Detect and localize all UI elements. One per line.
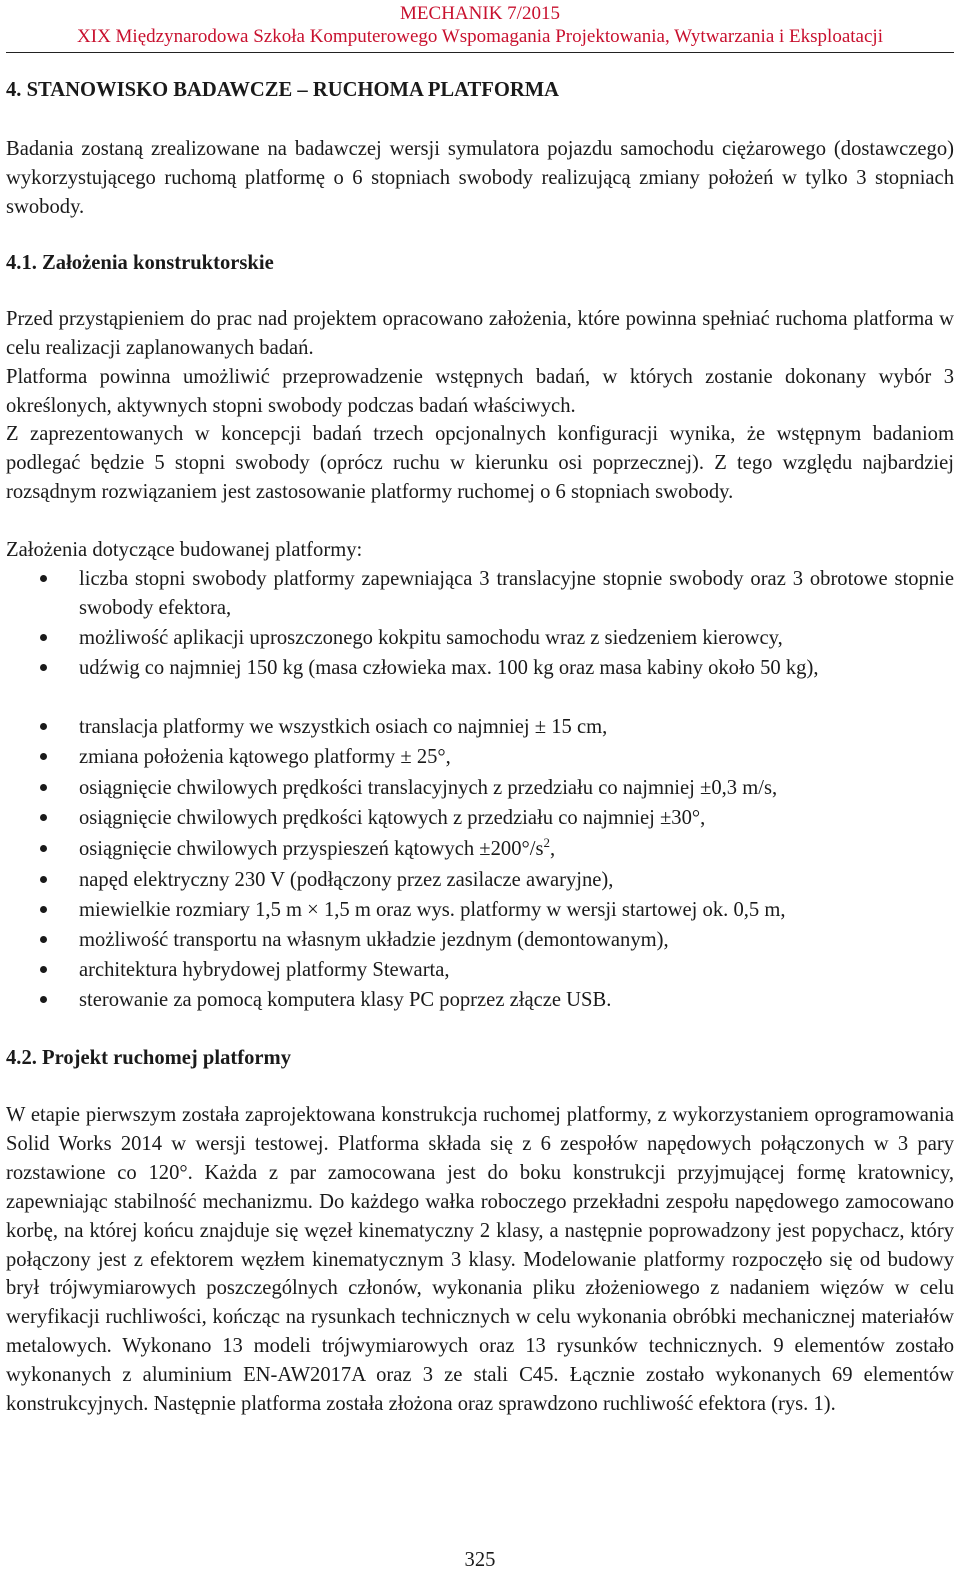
section-4-heading: 4. STANOWISKO BADAWCZE – RUCHOMA PLATFORMA xyxy=(6,79,560,101)
list-item: osiągnięcie chwilowych prędkości kątowych z przedziału co najmniej ±30°, xyxy=(79,807,706,829)
bullet-dot xyxy=(40,936,47,943)
list-item: sterowanie za pomocą komputera klasy PC poprzez złącze USB. xyxy=(79,989,612,1011)
paragraph-configurations: Z zaprezentowanych w koncepcji badań trzech opcjonalnych konfiguracji wynika, że wstępnym badaniom podlegać będzie 5 stopni swobody (oprócz ruchu w kierunku osi poprzecznej). Z tego względu najbardziej rozsądnym rozwiązaniem jest zastosowanie platformy ruchomej o 6 stopniach swobody. xyxy=(6,423,954,503)
paragraph-platform-design: W etapie pierwszym została zaprojektowana konstrukcja ruchomej platformy, z wykorzystaniem oprogramowania Solid Works 2014 w wersji testowej. Platforma składa się z 6 zespołów napędowych połączonych w 3 pary rozstawione co 120°. Każda z par zamocowana jest do boku konstrukcji przyjmującej formę kratownicy, zapewniając stabilność mechanizmu. Do każdego wałka roboczego przekładni zespołu napędowego zamocowano korbę, na której końcu znajduje się węzeł kinematyczny 2 klasy, a następnie poprowadzony jest popychacz, który połączony jest z efektorem węzłem kinematycznym 3 klasy. Modelowanie platformy rozpoczęło się od budowy brył trójwymiarowych poszczególnych członów, wykonania pliku złożeniowego z nadaniem więzów w celu weryfikacji ruchliwości, kończąc na rysunkach technicznych w celu wykonania obróbki mechanicznej materiałów metalowych. Wykonano 13 modeli trójwymiarowych oraz 13 rysunków technicznych. 9 elementów zostało wykonanych z aluminium EN-AW2017A oraz 3 ze stali C45. Łącznie zostało wykonanych 69 elementów konstrukcyjnych. Następnie platforma została złożona oraz sprawdzono ruchliwość efektora (rys. 1). xyxy=(6,1104,954,1416)
header-divider xyxy=(6,52,954,53)
bullet-dot xyxy=(40,966,47,973)
bullet-dot xyxy=(40,784,47,791)
list-item: translacja platformy we wszystkich osiach co najmniej ± 15 cm, xyxy=(79,716,608,738)
list-item: napęd elektryczny 230 V (podłączony przez zasilacze awaryjne), xyxy=(79,869,614,891)
page-number: 325 xyxy=(464,1549,496,1571)
list-item-punctuation: , xyxy=(549,838,556,860)
section-4-2-heading: 4.2. Projekt ruchomej platformy xyxy=(6,1047,292,1069)
bullet-dot xyxy=(40,876,47,883)
bullet-dot xyxy=(40,845,47,852)
section-4-1-heading: 4.1. Założenia konstruktorskie xyxy=(6,252,274,274)
list-item: udźwig co najmniej 150 kg (masa człowieka max. 100 kg oraz masa kabiny około 50 kg), xyxy=(79,657,819,679)
bullet-dot xyxy=(40,634,47,641)
paragraph-assumptions: Przed przystąpieniem do prac nad projektem opracowano założenia, które powinna spełniać ruchoma platforma w celu realizacji zaplanowanych badań. xyxy=(6,308,954,359)
bullet-dot xyxy=(40,753,47,760)
superscript-exponent: 2 xyxy=(543,835,550,851)
paragraph-platform-tests: Platforma powinna umożliwić przeprowadzenie wstępnych badań, w których zostanie dokonany wybór 3 określonych, aktywnych stopni swobody podczas badań właściwych. xyxy=(6,366,954,417)
list-item: osiągnięcie chwilowych prędkości translacyjnych z przedziału co najmniej ±0,3 m/s, xyxy=(79,777,778,799)
bullet-dot xyxy=(40,996,47,1003)
list-item: zmiana położenia kątowego platformy ± 25°, xyxy=(79,746,451,768)
conference-title: XIX Międzynarodowa Szkoła Komputerowego Wspomagania Projektowania, Wytwarzania i Eksploatacji xyxy=(77,26,883,47)
list-item: miewielkie rozmiary 1,5 m × 1,5 m oraz wys. platformy w wersji startowej ok. 0,5 m, xyxy=(79,899,786,921)
list-intro: Założenia dotyczące budowanej platformy: xyxy=(6,539,363,561)
running-header xyxy=(0,2,960,49)
list-item: możliwość transportu na własnym układzie jezdnym (demontowanym), xyxy=(79,929,669,951)
bullet-dot xyxy=(40,575,47,582)
journal-title: MECHANIK 7/2015 xyxy=(400,3,560,24)
list-item: liczba stopni swobody platformy zapewniająca 3 translacyjne stopnie swobody oraz 3 obrotowe stopnie swobody efektora, xyxy=(79,568,954,619)
list-item: architektura hybrydowej platformy Stewarta, xyxy=(79,959,450,981)
bullet-dot xyxy=(40,906,47,913)
bullet-dot xyxy=(40,664,47,671)
section-4-intro: Badania zostaną zrealizowane na badawczej wersji symulatora pojazdu samochodu ciężarowego (dostawczego) wykorzystującego ruchomą platformę o 6 stopniach swobody realizującą zmiany położeń w tylko 3 stopniach swobody. xyxy=(6,138,954,218)
list-item-text: osiągnięcie chwilowych przyspieszeń kątowych ±200°/s xyxy=(79,838,544,860)
list-item: możliwość aplikacji uproszczonego kokpitu samochodu wraz z siedzeniem kierowcy, xyxy=(79,627,783,649)
list-item xyxy=(79,835,954,864)
bullet-dot xyxy=(40,723,47,730)
bullet-dot xyxy=(40,814,47,821)
